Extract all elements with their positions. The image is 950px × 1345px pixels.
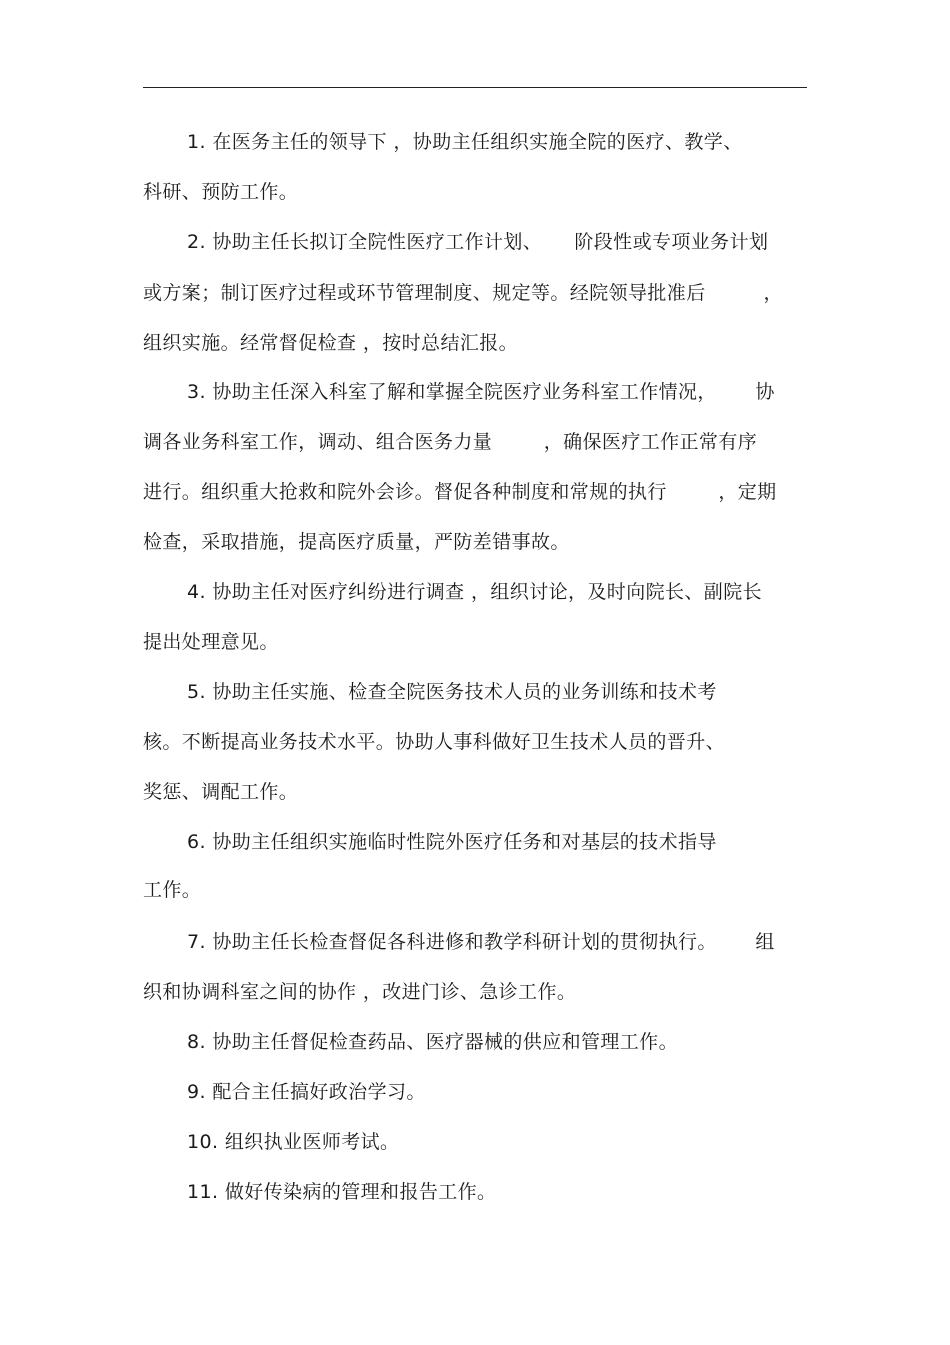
item-5-line-1: 5. 协助主任实施、检查全院医务技术人员的业务训练和技术考 xyxy=(187,681,717,703)
item-1-line-2: 科研、预防工作。 xyxy=(143,181,299,203)
item-1-line-1: 1. 在医务主任的领导下 ，协助主任组织实施全院的医疗、教学、 xyxy=(187,131,743,153)
item-2-line-3: 组织实施。经常督促检查 ，按时总结汇报。 xyxy=(143,332,519,354)
item-6-line-2: 工作。 xyxy=(143,879,202,901)
item-5-line-2: 核。不断提高业务技术水平。协助人事科做好卫生技术人员的晋升、 xyxy=(143,731,726,753)
item-10-line-1: 10. 组织执业医师考试。 xyxy=(187,1131,400,1153)
item-9-line-1: 9. 配合主任搞好政治学习。 xyxy=(187,1081,426,1103)
item-3-line-3: 进行。组织重大抢救和院外会诊。督促各种制度和常规的执行 ，定期 xyxy=(143,481,777,503)
item-2-line-2: 或方案；制订医疗过程或环节管理制度、规定等。经院领导批准后 ， xyxy=(143,282,783,304)
item-2-line-1: 2. 协助主任长拟订全院性医疗工作计划、 阶段性或专项业务计划 xyxy=(187,231,769,253)
item-4-line-2: 提出处理意见。 xyxy=(143,631,279,653)
item-7-line-2: 织和协调科室之间的协作 ，改进门诊、急诊工作。 xyxy=(143,981,577,1003)
item-3-line-4: 检查，采取措施，提高医疗质量，严防差错事故。 xyxy=(143,531,570,553)
header-divider xyxy=(143,87,807,88)
item-4-line-1: 4. 协助主任对医疗纠纷进行调查 ，组织讨论，及时向院长、副院长 xyxy=(187,581,763,603)
item-3-line-1: 3. 协助主任深入科室了解和掌握全院医疗业务科室工作情况， 协 xyxy=(187,381,775,403)
item-5-line-3: 奖惩、调配工作。 xyxy=(143,781,299,803)
item-7-line-1: 7. 协助主任长检查督促各科进修和教学科研计划的贯彻执行。 组 xyxy=(187,931,775,953)
item-6-line-1: 6. 协助主任组织实施临时性院外医疗任务和对基层的技术指导 xyxy=(187,831,717,853)
item-11-line-1: 11. 做好传染病的管理和报告工作。 xyxy=(187,1181,497,1203)
item-3-line-2: 调各业务科室工作，调动、组合医务力量 ，确保医疗工作正常有序 xyxy=(143,431,758,453)
item-8-line-1: 8. 协助主任督促检查药品、医疗器械的供应和管理工作。 xyxy=(187,1031,678,1053)
